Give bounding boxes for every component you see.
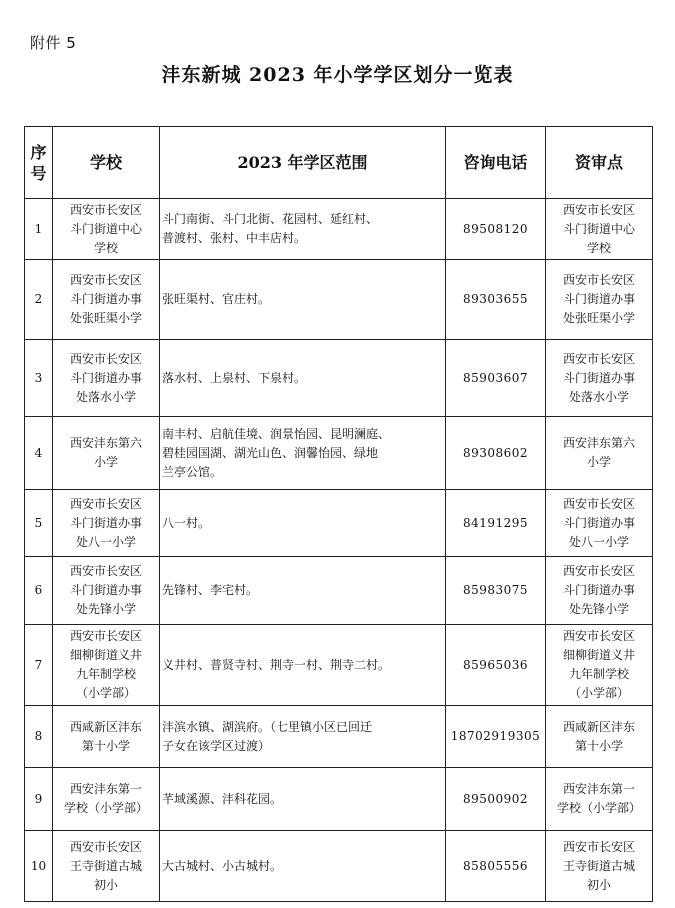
consult-phone: 18702919305: [446, 706, 546, 768]
header-phone: 咨询电话: [446, 127, 546, 199]
attachment-label: 附件 5: [30, 34, 77, 52]
row-number: 5: [25, 490, 53, 557]
table-row: [25, 768, 653, 831]
consult-phone: 89303655: [446, 260, 546, 340]
school-name: 西安市长安区 王寺街道古城 初小: [53, 831, 160, 902]
district-range: 先锋村、李宅村。: [160, 557, 446, 625]
school-name: 西安市长安区 斗门街道办事 处八一小学: [53, 490, 160, 557]
table-row: [25, 706, 653, 768]
school-name: 西咸新区沣东 第十小学: [53, 706, 160, 768]
table-row: [25, 260, 653, 340]
review-point: 西安沣东第六 小学: [546, 417, 653, 490]
review-point: 西咸新区沣东 第十小学: [546, 706, 653, 768]
row-number: 9: [25, 768, 53, 831]
row-number: 7: [25, 625, 53, 706]
review-point: 西安市长安区 斗门街道办事 处落水小学: [546, 340, 653, 417]
row-number: 8: [25, 706, 53, 768]
consult-phone: 89308602: [446, 417, 546, 490]
district-range: 斗门南街、斗门北街、花园村、延红村、 普渡村、张村、中丰店村。: [160, 199, 446, 260]
review-point: 西安市长安区 斗门街道中心 学校: [546, 199, 653, 260]
review-point: 西安市长安区 斗门街道办事 处八一小学: [546, 490, 653, 557]
district-range: 张旺渠村、官庄村。: [160, 260, 446, 340]
school-name: 西安沣东第六 小学: [53, 417, 160, 490]
table-row: [25, 831, 653, 902]
row-number: 10: [25, 831, 53, 902]
table-row: [25, 340, 653, 417]
consult-phone: 85965036: [446, 625, 546, 706]
district-range: 芊域溪源、沣科花园。: [160, 768, 446, 831]
table-row: [25, 199, 653, 260]
school-name: 西安市长安区 斗门街道办事 处先锋小学: [53, 557, 160, 625]
district-range: 义井村、普贤寺村、荆寺一村、荆寺二村。: [160, 625, 446, 706]
consult-phone: 85903607: [446, 340, 546, 417]
review-point: 西安市长安区 王寺街道古城 初小: [546, 831, 653, 902]
consult-phone: 84191295: [446, 490, 546, 557]
district-range: 八一村。: [160, 490, 446, 557]
consult-phone: 85805556: [446, 831, 546, 902]
district-range: 沣滨水镇、湖滨府。（七里镇小区已回迁 子女在该学区过渡）: [160, 706, 446, 768]
review-point: 西安市长安区 斗门街道办事 处张旺渠小学: [546, 260, 653, 340]
row-number: 2: [25, 260, 53, 340]
school-name: 西安沣东第一 学校（小学部）: [53, 768, 160, 831]
consult-phone: 89508120: [446, 199, 546, 260]
district-range: 落水村、上泉村、下泉村。: [160, 340, 446, 417]
review-point: 西安沣东第一 学校（小学部）: [546, 768, 653, 831]
table-row: [25, 625, 653, 706]
table-row: [25, 557, 653, 625]
row-number: 3: [25, 340, 53, 417]
school-name: 西安市长安区 细柳街道义井 九年制学校 （小学部）: [53, 625, 160, 706]
table-header-row: [25, 127, 653, 199]
district-range: 南丰村、启航佳境、润景怡园、昆明澜庭、 碧桂园国湖、湖光山色、润馨怡园、绿地 兰亭公馆。: [160, 417, 446, 490]
header-school: 学校: [53, 127, 160, 199]
school-name: 西安市长安区 斗门街道中心 学校: [53, 199, 160, 260]
header-no: 序 号: [25, 127, 53, 199]
review-point: 西安市长安区 斗门街道办事 处先锋小学: [546, 557, 653, 625]
review-point: 西安市长安区 细柳街道义井 九年制学校 （小学部）: [546, 625, 653, 706]
row-number: 1: [25, 199, 53, 260]
row-number: 4: [25, 417, 53, 490]
consult-phone: 89500902: [446, 768, 546, 831]
school-name: 西安市长安区 斗门街道办事 处落水小学: [53, 340, 160, 417]
table-row: [25, 490, 653, 557]
header-review: 资审点: [546, 127, 653, 199]
consult-phone: 85983075: [446, 557, 546, 625]
district-range: 大古城村、小古城村。: [160, 831, 446, 902]
row-number: 6: [25, 557, 53, 625]
table-row: [25, 417, 653, 490]
school-district-table: [24, 126, 653, 902]
school-name: 西安市长安区 斗门街道办事 处张旺渠小学: [53, 260, 160, 340]
header-range: 2023 年学区范围: [160, 127, 446, 199]
document-title: 沣东新城 2023 年小学学区划分一览表: [161, 64, 514, 86]
